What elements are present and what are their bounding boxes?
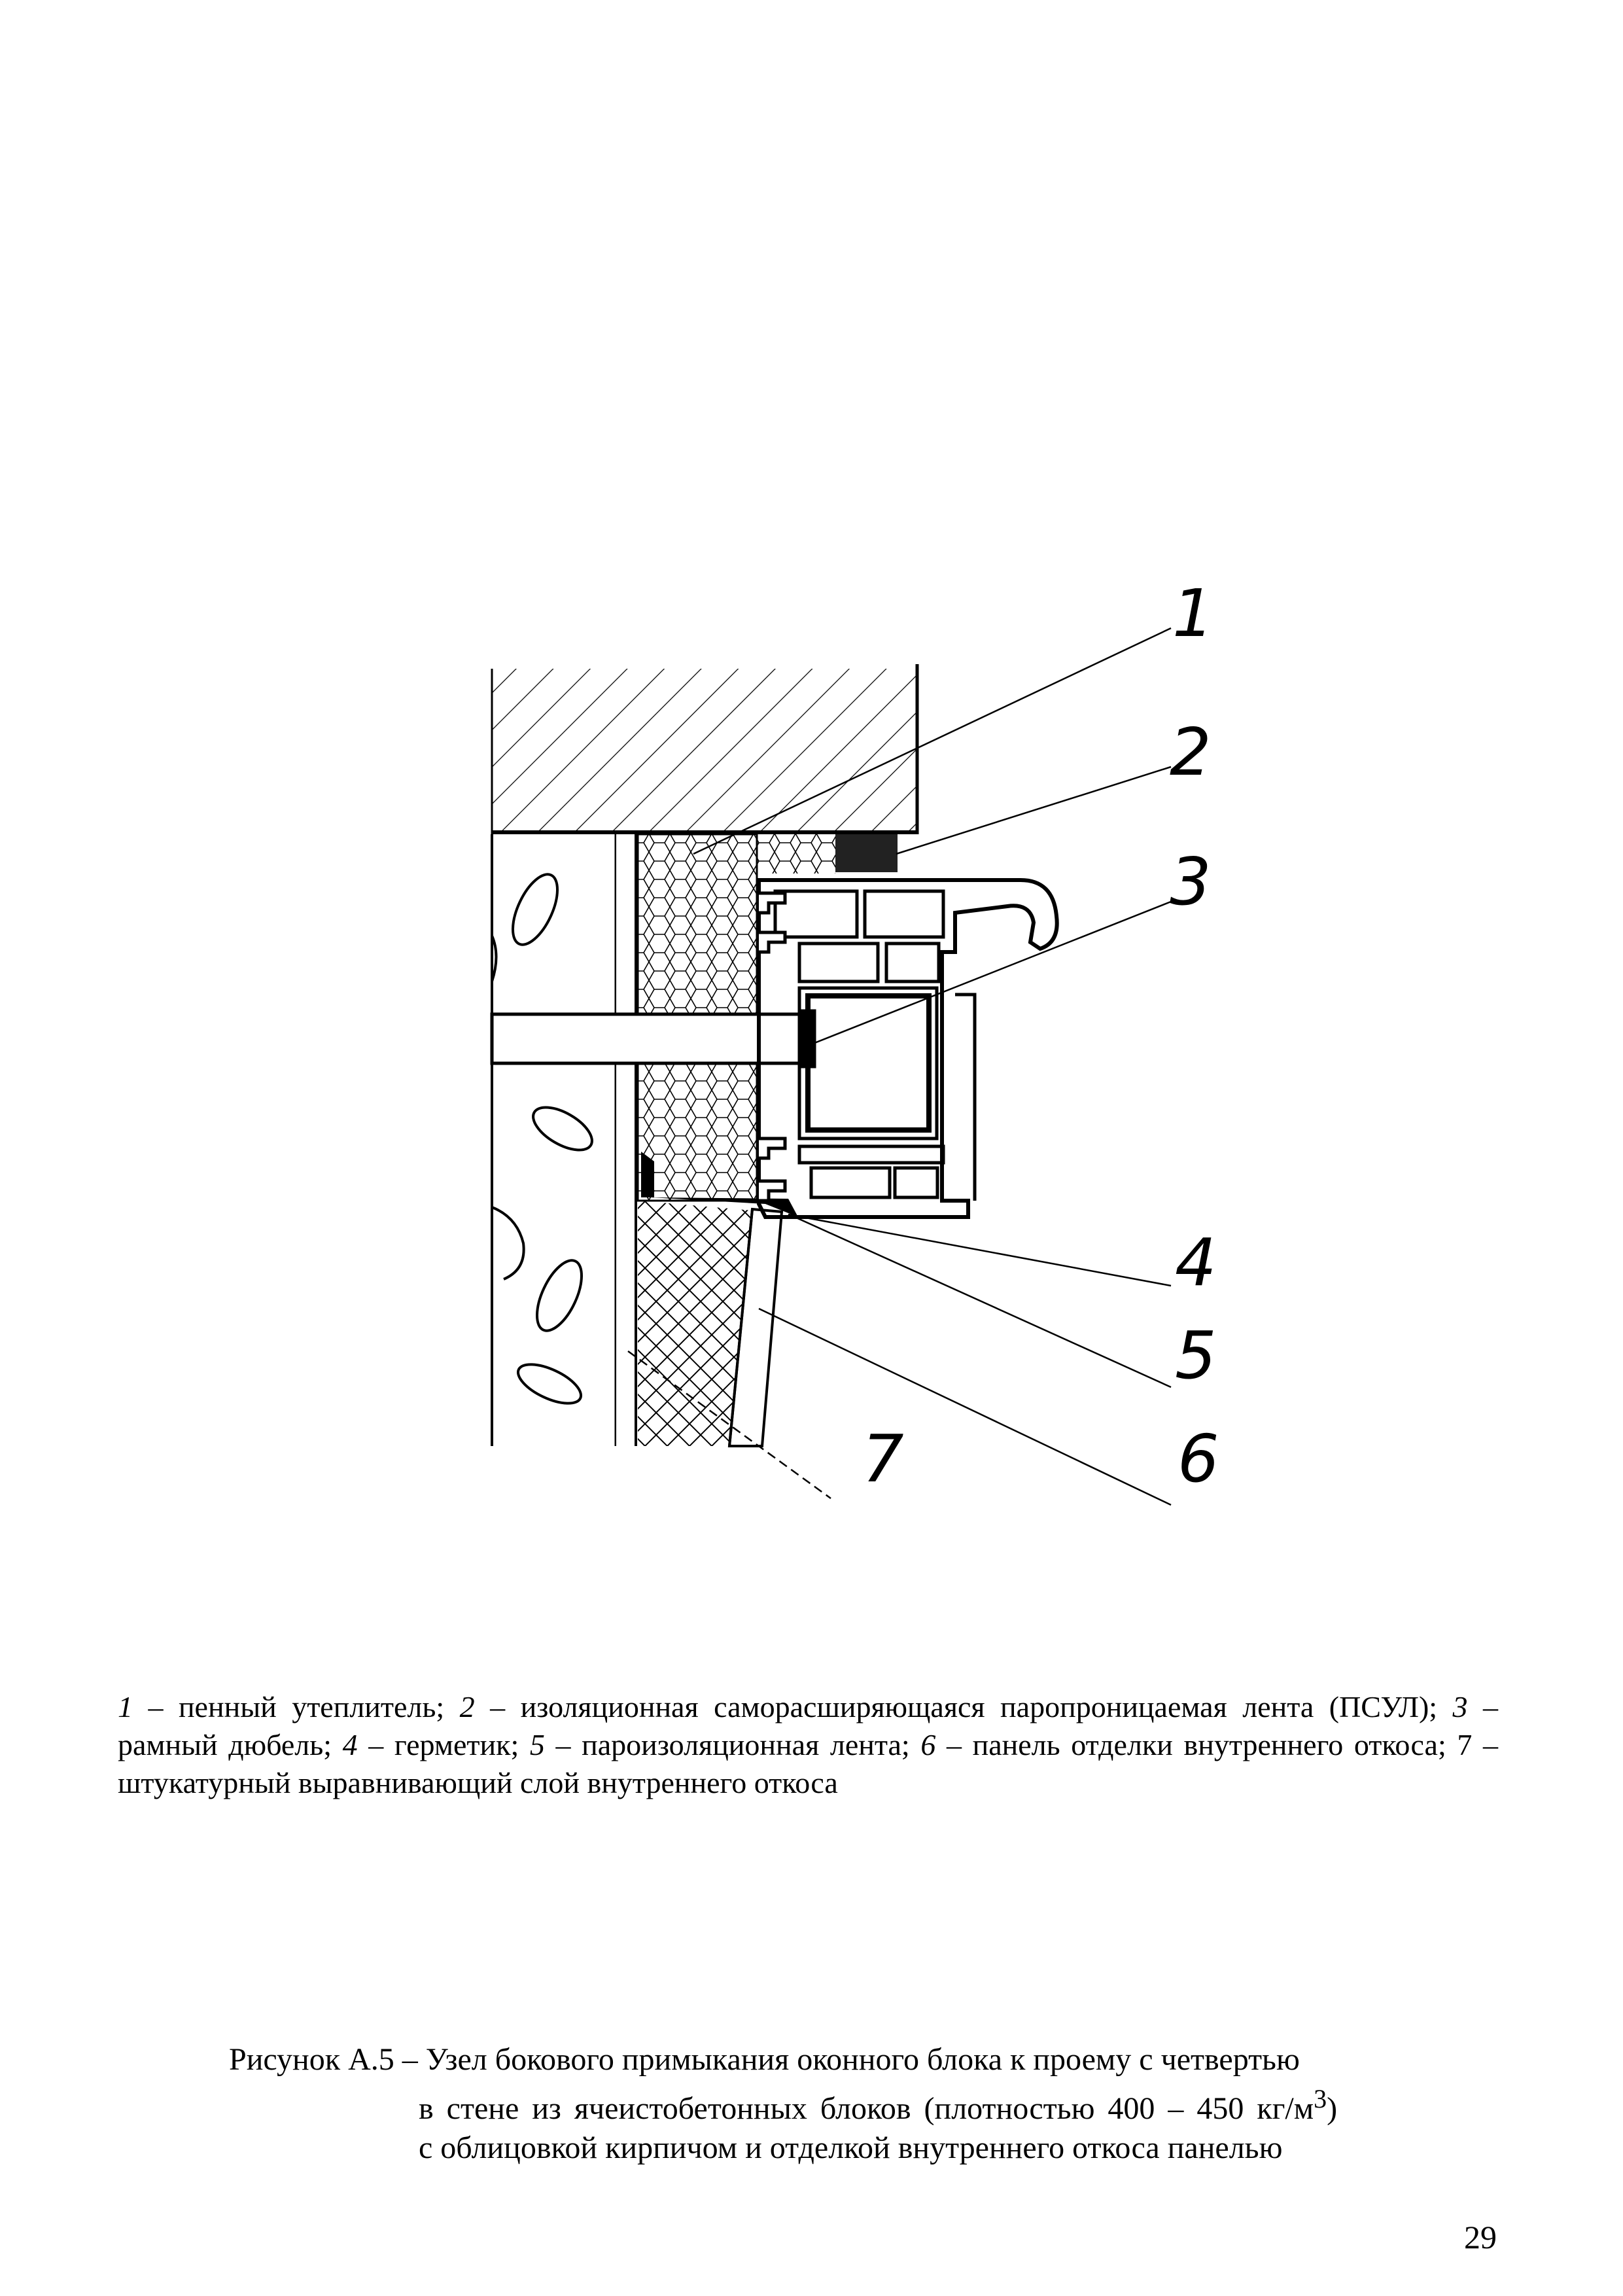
legend-text-2: – изоляционная саморасширяющаяся паропроницаемая лента (ПСУЛ); bbox=[474, 1690, 1453, 1723]
callout-3: 3 bbox=[1170, 843, 1212, 920]
legend-num-3: 3 bbox=[1452, 1690, 1468, 1723]
page-number: 29 bbox=[1464, 2219, 1497, 2255]
callout-1: 1 bbox=[1172, 575, 1214, 652]
callout-2: 2 bbox=[1170, 714, 1212, 790]
legend-text-3: – рамный дюбель; bbox=[118, 1690, 1499, 1761]
caption-line-2-text: в стене из ячеистобетонных блоков (плотностью 400 – 450 кг/м bbox=[419, 2091, 1314, 2126]
legend-text-7: 7 – штукатурный выравнивающий слой внутреннего откоса bbox=[118, 1728, 1499, 1799]
reveal-panel bbox=[638, 1201, 782, 1446]
caption-line-3: с облицовкой кирпичом и отделкой внутреннего откоса панелью bbox=[419, 2130, 1283, 2165]
callout-5: 5 bbox=[1175, 1317, 1217, 1394]
caption-superscript: 3 bbox=[1314, 2084, 1327, 2113]
legend-num-1: 1 bbox=[118, 1690, 133, 1723]
legend-num-5: 5 bbox=[529, 1728, 545, 1761]
figure-legend bbox=[118, 1688, 1498, 1802]
callout-4: 4 bbox=[1175, 1224, 1217, 1301]
legend-num-2: 2 bbox=[459, 1690, 475, 1723]
brick-cladding bbox=[492, 664, 917, 834]
aerated-concrete-wall bbox=[492, 834, 616, 1446]
caption-line-2-end: ) bbox=[1327, 2091, 1338, 2126]
legend-num-6: 6 bbox=[920, 1728, 936, 1761]
callout-7: 7 bbox=[862, 1421, 904, 1497]
figure-caption bbox=[229, 2040, 1505, 2168]
legend-text-4: – герметик; bbox=[357, 1728, 530, 1761]
legend-num-4: 4 bbox=[342, 1728, 358, 1761]
caption-line-2 bbox=[229, 2079, 1505, 2128]
legend-text-1: – пенный утеплитель; bbox=[133, 1690, 460, 1723]
legend-text-6: – панель отделки внутреннего откоса; bbox=[935, 1728, 1457, 1761]
frame-dowel bbox=[492, 1011, 814, 1067]
legend-text-5: – пароизоляционная лента; bbox=[544, 1728, 921, 1761]
psul-tape bbox=[835, 834, 898, 872]
callout-6: 6 bbox=[1178, 1421, 1219, 1497]
caption-line-1: Рисунок А.5 – Узел бокового примыкания оконного блока к проему с четвертью bbox=[229, 2042, 1300, 2077]
